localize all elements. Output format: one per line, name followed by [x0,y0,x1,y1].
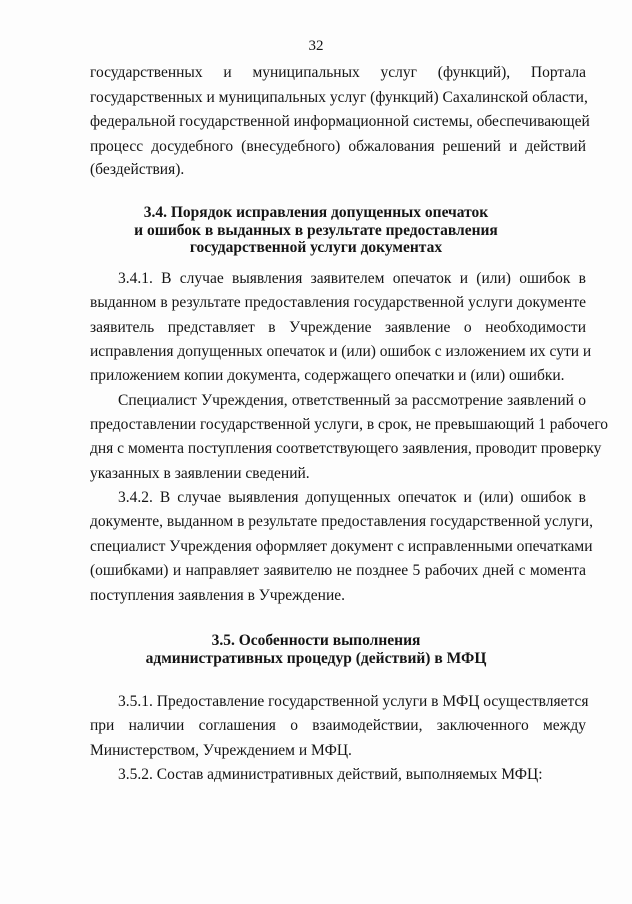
paragraph-line: Специалист Учреждения, ответственный за рассмотрение заявлений о [118,392,586,409]
section-heading-3-4: 3.4. Порядок исправления допущенных опечаток [143,204,489,221]
paragraph-line: 3.5.2. Состав административных действий, выполняемых МФЦ: [118,766,543,783]
paragraph-line: указанных в заявлении сведений. [90,465,310,482]
intro-line: процесс досудебного (внесудебного) обжалования решений и действий [90,138,586,155]
section-heading-3-4: и ошибок в выданных в результате предоставления [134,222,498,239]
paragraph-line: 3.4.1. В случае выявления заявителем опечаток и (или) ошибок в [118,270,586,287]
paragraph-line: заявитель представляет в Учреждение заявление о необходимости [90,319,586,336]
intro-line: федеральной государственной информационной системы, обеспечивающей [90,113,590,130]
paragraph-line: при наличии соглашения о взаимодействии, заключенного между [90,717,586,734]
paragraph-line: поступления заявления в Учреждение. [90,587,346,604]
paragraph-line: Министерством, Учреждением и МФЦ. [90,742,352,759]
paragraph-line: документе, выданном в результате предоставления государственной услуги, [90,513,593,530]
paragraph-line: исправления допущенных опечаток и (или) ошибок с изложением их сути и [90,343,592,360]
section-heading-3-5: административных процедур (действий) в МФЦ [145,650,487,667]
paragraph-line: специалист Учреждения оформляет документ с исправленными опечатками [90,538,593,555]
paragraph-line: приложением копии документа, содержащего опечатки и (или) ошибки. [90,367,565,384]
paragraph-line: 3.4.2. В случае выявления допущенных опечаток и (или) ошибок в [118,489,586,506]
paragraph-line: выданном в результате предоставления государственной услуги документе [90,294,586,311]
intro-line: государственных и муниципальных услуг (функций), Портала [90,64,586,81]
intro-line: государственных и муниципальных услуг (функций) Сахалинской области, [90,89,588,106]
paragraph-line: предоставлении государственной услуги, в срок, не превышающий 1 рабочего [90,416,609,433]
section-heading-3-4: государственной услуги документах [189,239,443,256]
page-number: 32 [308,38,324,54]
section-heading-3-5: 3.5. Особенности выполнения [211,632,421,649]
paragraph-line: дня с момента поступления соответствующего заявления, проводит проверку [90,440,602,457]
paragraph-line: (ошибками) и направляет заявителю не позднее 5 рабочих дней с момента [90,562,586,579]
paragraph-line: 3.5.1. Предоставление государственной услуги в МФЦ осуществляется [118,693,589,710]
intro-line: (бездействия). [90,161,185,178]
